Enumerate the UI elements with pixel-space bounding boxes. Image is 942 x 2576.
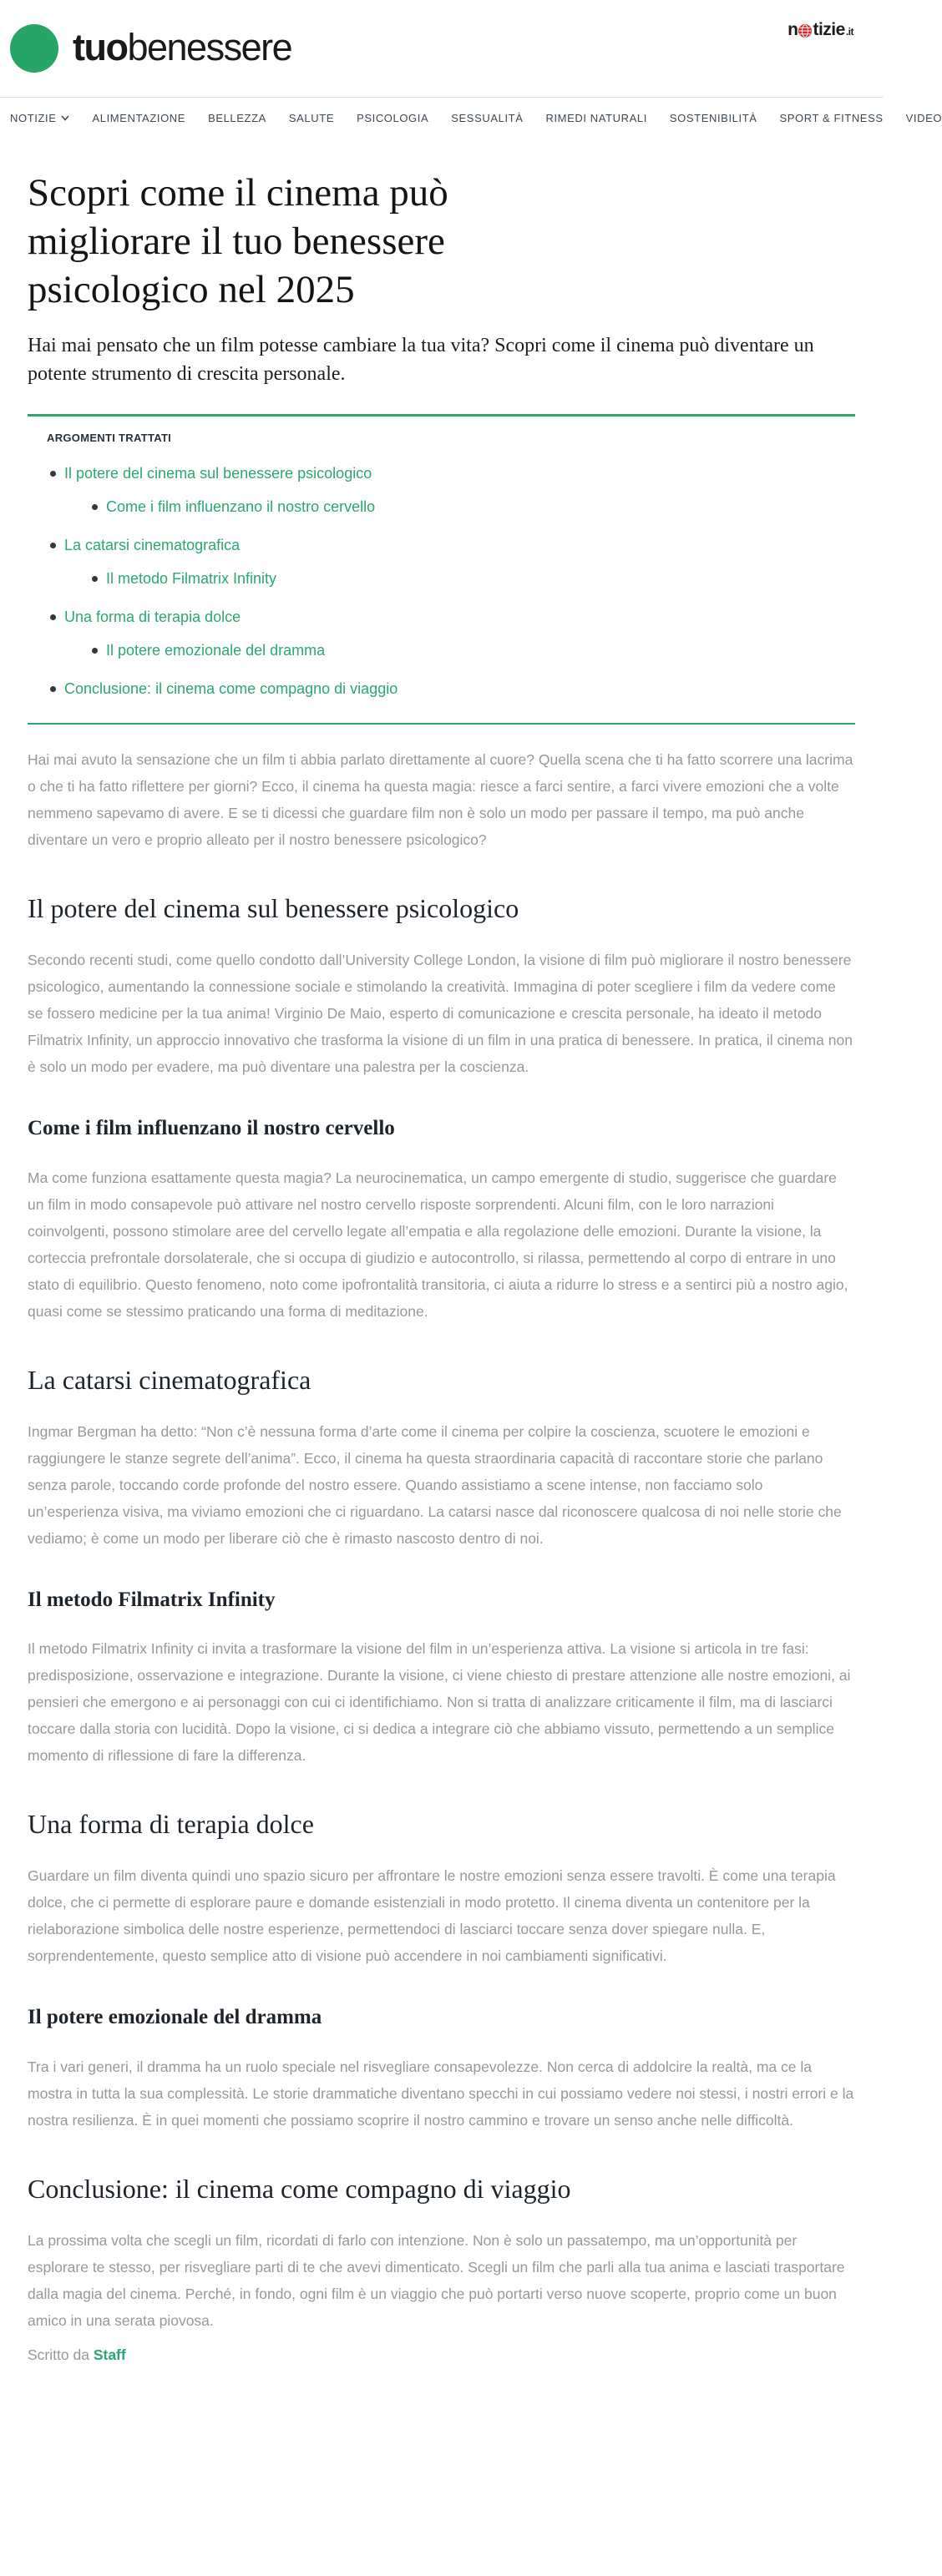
table-of-contents: [28, 414, 855, 725]
toc-sublist: [89, 568, 855, 589]
nav-item-label: SALUTE: [288, 111, 335, 124]
toc-item: [47, 678, 855, 700]
article-subtitle: Hai mai pensato che un film potesse cambiare la tua vita? Scopri come il cinema può diventare un potente strumento di crescita personale.: [28, 335, 814, 386]
nav-item-video[interactable]: [906, 112, 942, 124]
section-heading-conclusione: Conclusione: il cinema come compagno di viaggio: [28, 2173, 571, 2204]
article-title: Scopri come il cinema può migliorare il tuo benessere psicologico nel 2025: [28, 171, 448, 311]
site-logotype: [73, 25, 292, 68]
chevron-down-icon: [61, 115, 69, 121]
nav-item-label: SPORT & FITNESS: [779, 111, 884, 124]
green-circle-logo-icon: [10, 24, 58, 73]
toc-link-conclusione[interactable]: Conclusione: il cinema come compagno di viaggio: [64, 680, 398, 698]
toc-subitem: [89, 568, 855, 589]
toc-link-catarsi[interactable]: La catarsi cinematografica: [64, 536, 241, 553]
nav-item-sport-fitness[interactable]: [780, 112, 884, 124]
site-header: [0, 0, 884, 98]
notizie-globe-icon: [798, 24, 812, 38]
byline: [28, 2342, 855, 2367]
toc-subitem: [89, 639, 855, 661]
intro-paragraph: Hai mai avuto la sensazione che un film ti abbia parlato direttamente al cuore? Quella scena che ti ha fatto scorrere una lacrima o che ti ha fatto riflettere per giorni? Ecco, il cinema ha questa magia: riesce a farci sentire, a farci vivere emozioni che a volte nemmeno sapevamo di avere. E se ti dicessi che guardare film non è solo un modo per passare il tempo, ma può anche diventare un vero e proprio alleato per il nostro benessere psicologico?: [28, 751, 853, 849]
toc-link-metodo-filmatrix[interactable]: Il metodo Filmatrix Infinity: [106, 569, 277, 587]
toc-subitem: [89, 496, 855, 518]
toc-sublist: [89, 496, 855, 518]
toc-item: [47, 534, 855, 589]
toc-link-potere-dramma[interactable]: Il potere emozionale del dramma: [106, 642, 326, 659]
toc-list: [47, 462, 855, 700]
nav-item-sostenibilita[interactable]: [670, 112, 757, 124]
nav-item-bellezza[interactable]: [208, 112, 266, 124]
section-heading-terapia-dolce: Una forma di terapia dolce: [28, 1809, 314, 1840]
nav-item-label: VIDEO: [905, 111, 942, 124]
section-paragraph: Guardare un film diventa quindi uno spazio sicuro per affrontare le nostre emozioni senza essere travolti. È come una terapia dolce, che ci permette di esplorare paure e domande esistenziali in modo protetto. Il cinema diventa un contenitore per la rielaborazione simbolica delle nostre esperienze, permettendoci di lasciarci toccare senza dover spiegare nulla. E, sorprendentemente, questo semplice atto di visione può accendere in noi cambiamenti significativi.: [28, 1867, 836, 1965]
nav-item-salute[interactable]: [289, 112, 334, 124]
toc-item: [47, 606, 855, 661]
notizie-network-logo[interactable]: [788, 20, 853, 40]
toc-sublist: [89, 639, 855, 661]
section-paragraph: Ma come funziona esattamente questa magia? La neurocinematica, un campo emergente di studio, suggerisce che guardare un film in modo consapevole può attivare nel nostro cervello risposte sorprendenti. Alcuni film, con le loro narrazioni coinvolgenti, possono stimolare aree del cervello legate all’empatia e alla regolazione delle emozioni. Durante la visione, la corteccia prefrontale dorsolaterale, che si occupa di giudizio e autocontrollo, si rilassa, permettendo al corpo di entrare in uno stato di equilibrio. Questo fenomeno, noto come ipofrontalità transitoria, ci aiuta a ridurre lo stress e a sentirci più a nostro agio, quasi come se stessimo praticando una forma di meditazione.: [28, 1169, 848, 1320]
toc-item: [47, 462, 855, 518]
section-paragraph: Il metodo Filmatrix Infinity ci invita a trasformare la visione del film in un’esperienza attiva. La visione si articola in tre fasi: predisposizione, osservazione e integrazione. Durante la visione, ci viene chiesto di prestare attenzione alle nostre emozioni, ai pensieri che emergono e ai personaggi con cui ci identifichiamo. Non si tratta di analizzare criticamente il film, ma di lasciarci toccare dalla storia con lucidità. Dopo la visione, ci si dedica a integrare ciò che abbiamo vissuto, permettendo a un semplice momento di riflessione di fare la differenza.: [28, 1640, 851, 1765]
byline-prefix: Scritto da: [28, 2346, 89, 2363]
section-paragraph: La prossima volta che scegli un film, ricordati di farlo con intenzione. Non è solo un passatempo, ma un’opportunità per esplorare te stesso, per risvegliare parti di te che avevi dimenticato. Scegli un film che parli alla tua anima e lasciati trasportare dalla magia del cinema. Perché, in fondo, ogni film è un viaggio che può portarti verso nuove scoperte, proprio come un buon amico in una serata piovosa.: [28, 2231, 845, 2329]
nav-item-label: RIMEDI NATURALI: [545, 111, 647, 124]
toc-heading: ARGOMENTI TRATTATI: [47, 431, 172, 444]
section-paragraph: Tra i vari generi, il dramma ha un ruolo speciale nel risvegliare consapevolezze. Non cerca di addolcire la realtà, ma ce la mostra in tutta la sua complessità. Le storie drammatiche diventano specchi in cui possiamo vedere noi stessi, i nostri errori e la nostra resilienza. È in quei momenti che possiamo scoprire il nostro cammino e trovare un senso anche nelle difficoltà.: [28, 2058, 854, 2129]
section-paragraph: Secondo recenti studi, come quello condotto dall’University College London, la visione di film può migliorare il nostro benessere psicologico, aumentando la connessione sociale e stimolando la creatività. Immagina di poter scegliere i film da vedere come se fossero medicine per la tua anima! Virginio De Maio, esperto di comunicazione e crescita personale, ha ideato il metodo Filmatrix Infinity, un approccio innovativo che trasforma la visione di un film in una pratica di benessere. In pratica, il cinema non è solo un modo per evadere, ma può diventare una palestra per la coscienza.: [28, 952, 853, 1076]
section-heading-potere-dramma: Il potere emozionale del dramma: [28, 2006, 322, 2029]
toc-link-terapia-dolce[interactable]: Una forma di terapia dolce: [64, 608, 241, 625]
section-heading-metodo-filmatrix: Il metodo Filmatrix Infinity: [28, 1588, 276, 1611]
section-paragraph: Ingmar Bergman ha detto: “Non c’è nessuna forma d’arte come il cinema per colpire la coscienza, scuotere le emozioni e raggiungere le stanze segrete dell’anima”. Ecco, il cinema ha questa straordinaria capacità di raccontare storie che parlano senza parole, toccando corde profonde del nostro essere. Quando assistiamo a scene intense, non facciamo solo un’esperienza visiva, ma viviamo emozioni che ci riguardano. La catarsi nasce dal riconoscere qualcosa di noi nelle storie che vediamo; è come un modo per liberare ciò che è rimasto nascosto dentro di noi.: [28, 1422, 842, 1547]
toc-link-film-cervello[interactable]: Come i film influenzano il nostro cervello: [106, 498, 376, 515]
section-heading-potere-cinema: Il potere del cinema sul benessere psicologico: [28, 893, 519, 924]
section-heading-film-cervello: Come i film influenzano il nostro cervello: [28, 1117, 395, 1140]
nav-item-notizie[interactable]: [10, 112, 69, 124]
toc-link-potere-cinema[interactable]: Il potere del cinema sul benessere psicologico: [64, 464, 372, 482]
network-logo-tld: .it: [845, 26, 853, 38]
section-heading-catarsi: La catarsi cinematografica: [28, 1364, 311, 1395]
network-logo-prefix: n: [788, 20, 798, 39]
nav-item-label: ALIMENTAZIONE: [92, 111, 186, 124]
nav-item-label: SESSUALITÀ: [451, 111, 524, 124]
main-nav: [0, 98, 942, 138]
article-content: [0, 169, 884, 2401]
nav-item-rimedi-naturali[interactable]: [545, 112, 646, 124]
logotype-bold: tuo: [73, 25, 128, 68]
byline-author-link[interactable]: Staff: [93, 2346, 126, 2363]
nav-item-label: BELLEZZA: [208, 111, 266, 124]
logotype-regular: benessere: [127, 25, 292, 68]
nav-item-label: PSICOLOGIA: [357, 111, 429, 124]
nav-item-sessualita[interactable]: [451, 112, 523, 124]
nav-item-psicologia[interactable]: [357, 112, 428, 124]
nav-item-alimentazione[interactable]: [92, 112, 185, 124]
nav-item-label: SOSTENIBILITÀ: [669, 111, 757, 124]
nav-item-label: NOTIZIE: [10, 111, 57, 124]
site-logo[interactable]: [10, 24, 291, 73]
network-logo-rest: tizie: [813, 20, 845, 39]
